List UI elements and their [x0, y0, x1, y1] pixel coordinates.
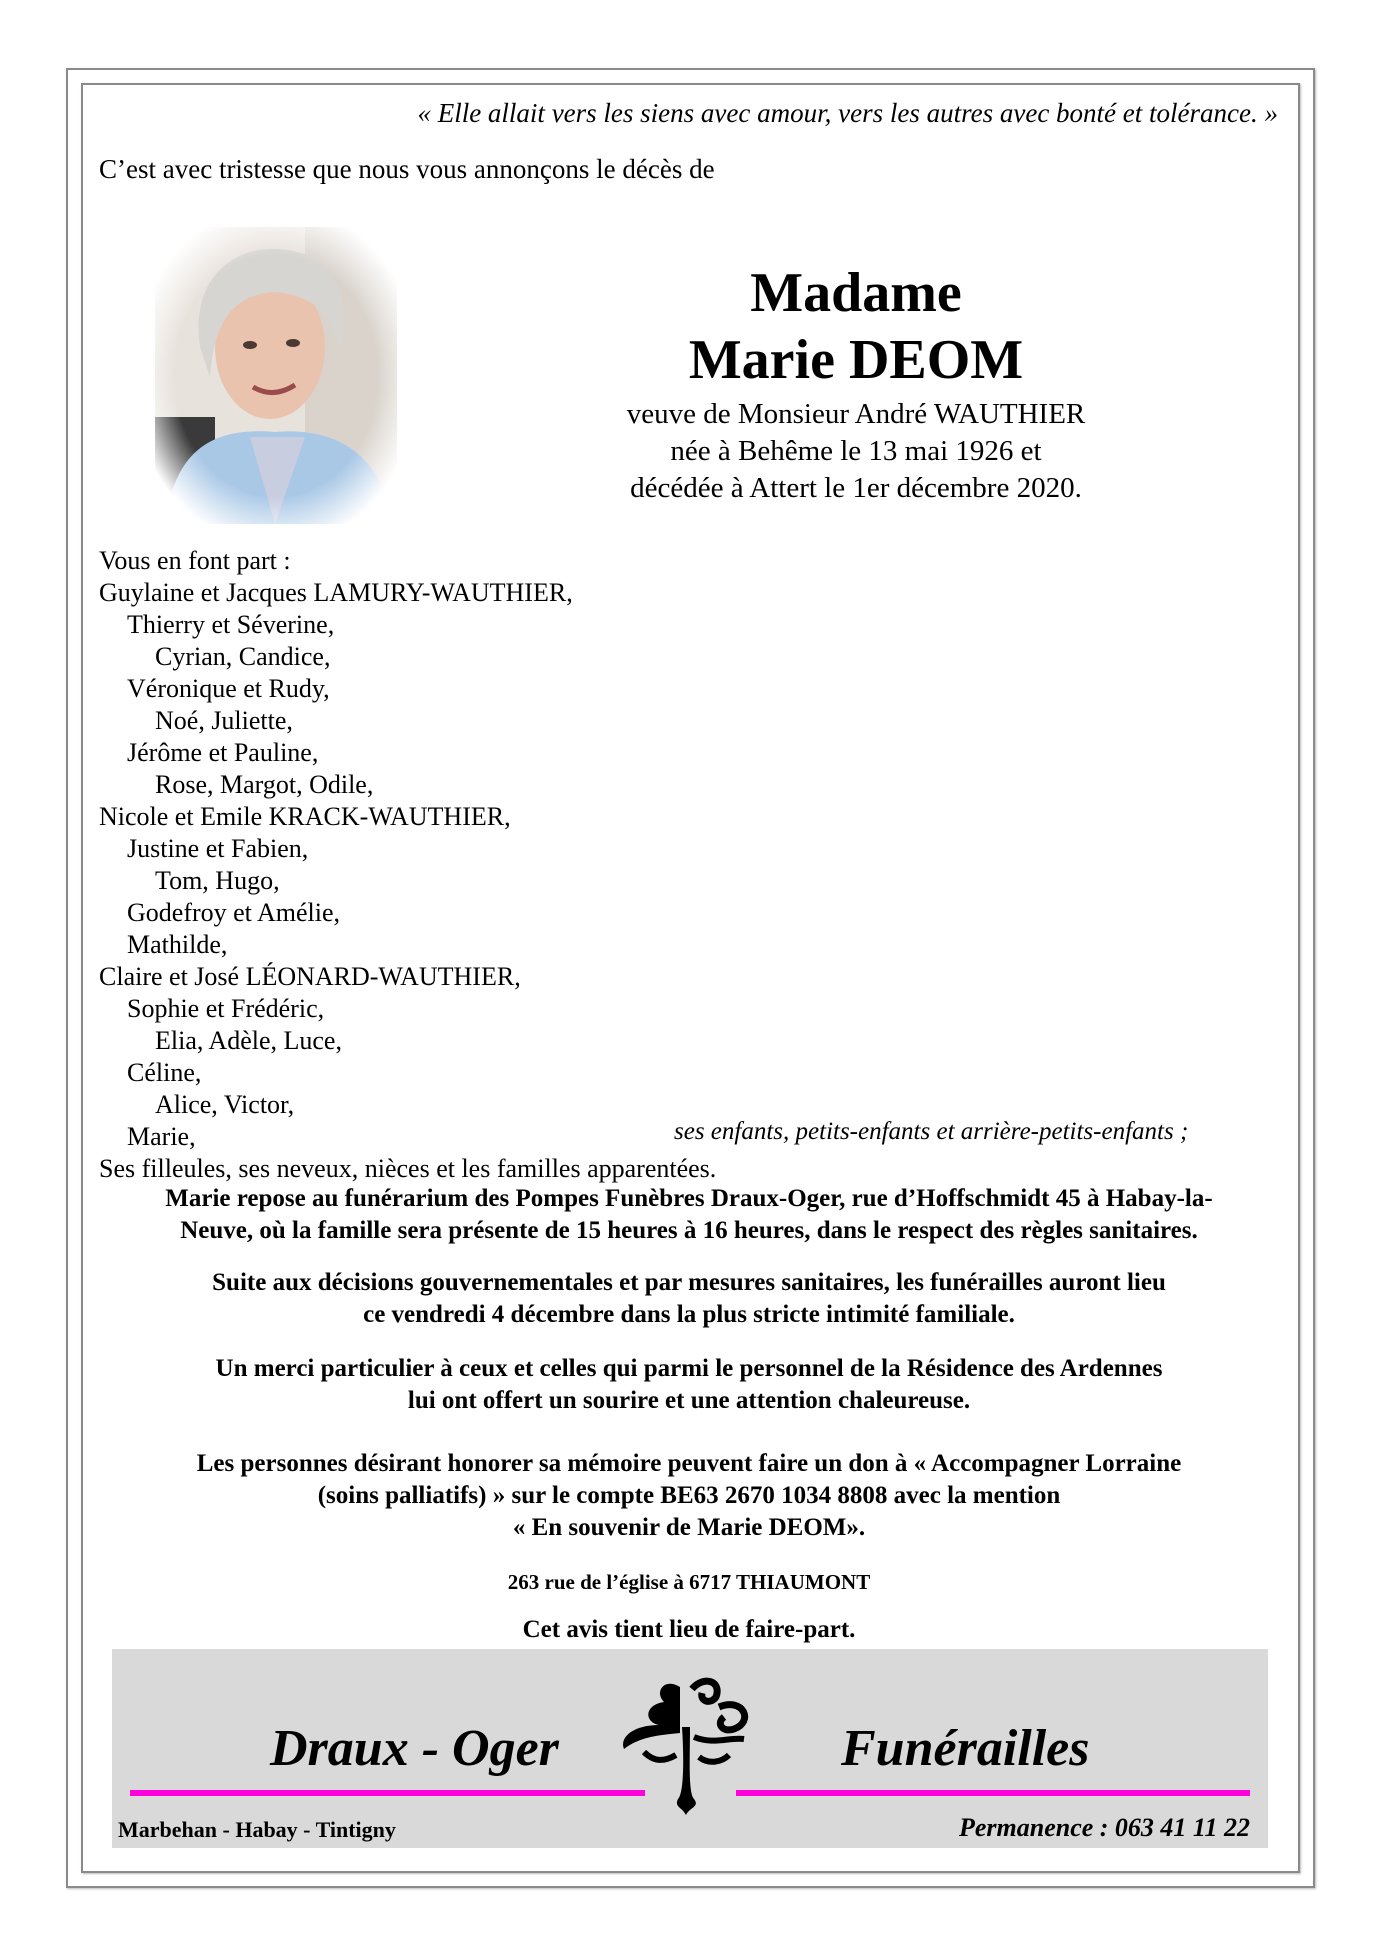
- widow-of: veuve de Monsieur André WAUTHIER: [626, 398, 1086, 430]
- thanks-line: Un merci particulier à ceux et celles qui parmi le personnel de la Résidence des Ardennes: [215, 1355, 1163, 1382]
- family-member: Claire et José LÉONARD-WAUTHIER,: [99, 962, 521, 991]
- family-member: Thierry et Séverine,: [127, 610, 335, 639]
- thanks-line: lui ont offert un sourire et une attention chaleureuse.: [407, 1387, 971, 1414]
- funeral-paragraph: [90, 1267, 1288, 1331]
- tree-icon: [604, 1667, 774, 1822]
- deceased-title: Madame: [750, 262, 962, 324]
- accent-line-left: [130, 1790, 645, 1796]
- family-relation: ses enfants, petits-enfants et arrière-petits-enfants ;: [674, 1118, 1189, 1145]
- repose-line: Neuve, où la famille sera présente de 15 heures à 16 heures, dans le respect des règles sanitaires.: [180, 1217, 1198, 1244]
- family-member: Céline,: [127, 1058, 202, 1087]
- death-info: décédée à Attert le 1er décembre 2020.: [630, 472, 1082, 504]
- epigraph-quote: « Elle allait vers les siens avec amour, vers les autres avec bonté et tolérance. »: [417, 98, 1278, 128]
- funeral-line: ce vendredi 4 décembre dans la plus stricte intimité familiale.: [363, 1301, 1015, 1328]
- family-others: Ses filleules, ses neveux, nièces et les familles apparentées.: [99, 1154, 717, 1183]
- notice-text: Cet avis tient lieu de faire-part.: [522, 1616, 856, 1643]
- phone: Permanence : 063 41 11 22: [958, 1813, 1250, 1842]
- family-member: Noé, Juliette,: [155, 706, 293, 735]
- family-member: Véronique et Rudy,: [127, 674, 330, 703]
- donation-line: Les personnes désirant honorer sa mémoire peuvent faire un don à « Accompagner Lorraine: [196, 1450, 1182, 1477]
- birth-info: née à Behême le 13 mai 1926 et: [670, 435, 1042, 467]
- family-member: Guylaine et Jacques LAMURY-WAUTHIER,: [99, 578, 573, 607]
- family-member: Sophie et Frédéric,: [127, 994, 325, 1023]
- family-member: Alice, Victor,: [155, 1090, 295, 1119]
- donation-line: (soins palliatifs) » sur le compte BE63 2670 1034 8808 avec la mention: [317, 1482, 1061, 1509]
- donation-line: « En souvenir de Marie DEOM».: [512, 1514, 866, 1541]
- locations: Marbehan - Habay - Tintigny: [118, 1817, 396, 1842]
- intro-text: C’est avec tristesse que nous vous annonçons le décès de: [99, 154, 715, 184]
- family-member: Cyrian, Candice,: [155, 642, 331, 671]
- repose-paragraph: [90, 1183, 1288, 1247]
- family-member: Justine et Fabien,: [127, 834, 309, 863]
- thanks-paragraph: [90, 1353, 1288, 1417]
- funeral-home-banner: [112, 1649, 1268, 1848]
- donation-paragraph: [90, 1448, 1288, 1544]
- family-member: Mathilde,: [127, 930, 228, 959]
- funeral-line: Suite aux décisions gouvernementales et par mesures sanitaires, les funérailles auront lieu: [212, 1269, 1166, 1296]
- family-member: Godefroy et Amélie,: [127, 898, 340, 927]
- family-member: Tom, Hugo,: [155, 866, 280, 895]
- family-member: Nicole et Emile KRACK-WAUTHIER,: [99, 802, 511, 831]
- deceased-name: Marie DEOM: [688, 329, 1024, 391]
- family-list: [99, 545, 716, 1185]
- address: 263 rue de l’église à 6717 THIAUMONT: [507, 1570, 871, 1594]
- portrait-photo: [155, 227, 397, 524]
- family-member: Jérôme et Pauline,: [127, 738, 319, 767]
- family-member: Rose, Margot, Odile,: [155, 770, 374, 799]
- family-member: Marie,: [127, 1122, 196, 1151]
- family-heading: Vous en font part :: [99, 546, 291, 575]
- family-member: Elia, Adèle, Luce,: [155, 1026, 342, 1055]
- brand-left: Draux - Oger: [270, 1720, 559, 1777]
- accent-line-right: [736, 1790, 1250, 1796]
- brand-right: Funérailles: [841, 1720, 1090, 1777]
- repose-line: Marie repose au funérarium des Pompes Funèbres Draux-Oger, rue d’Hoffschmidt 45 à Habay-la-: [165, 1185, 1213, 1212]
